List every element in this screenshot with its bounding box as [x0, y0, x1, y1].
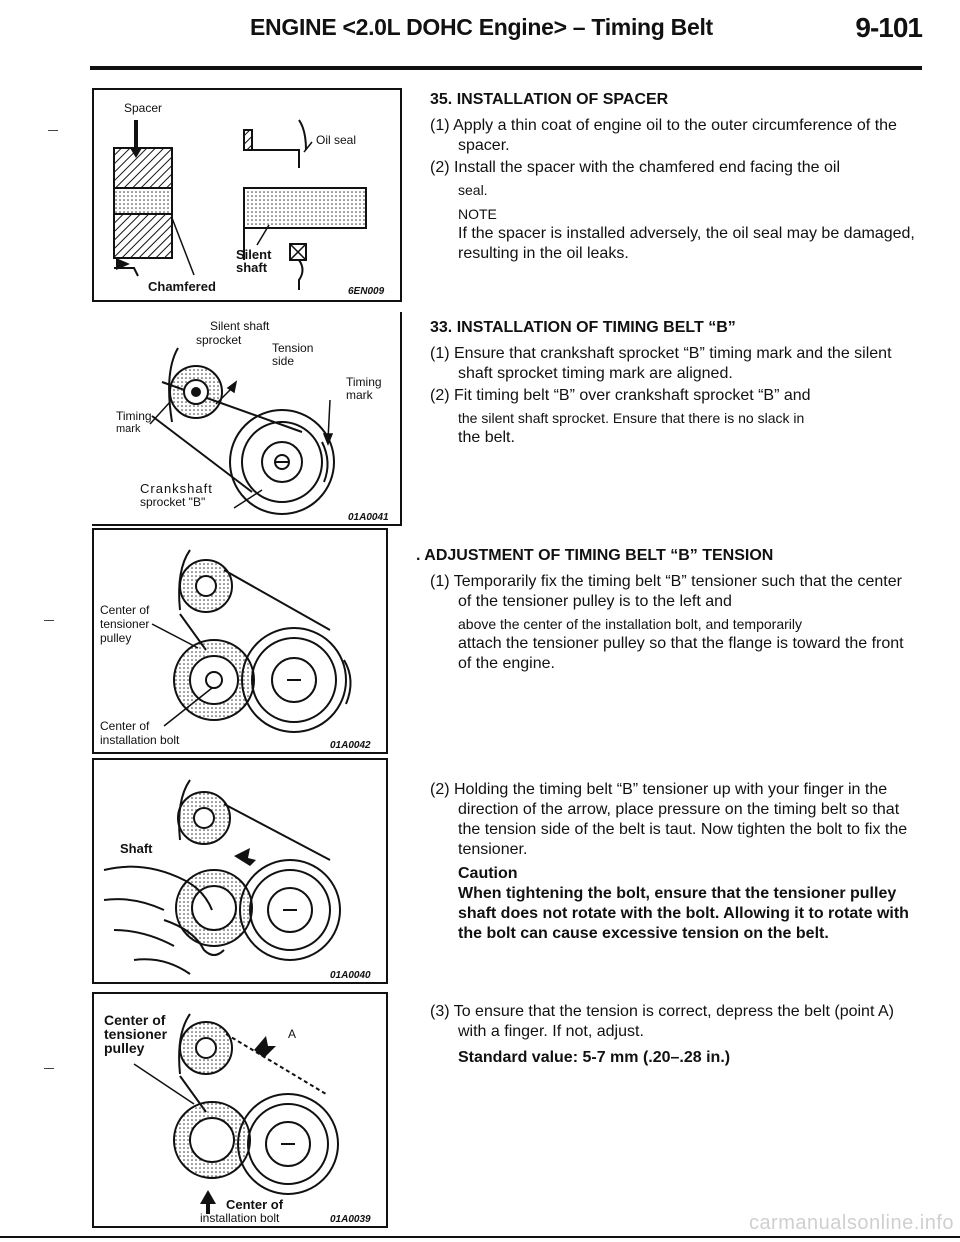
section-installation-of-spacer: [430, 90, 915, 264]
edge-mark: [44, 620, 54, 621]
figure-spacer: [92, 88, 402, 302]
label-shaft: Shaft: [120, 841, 153, 856]
label-crankshaft: Crankshaft: [140, 481, 213, 496]
section-title: . ADJUSTMENT OF TIMING BELT “B” TENSION: [416, 547, 774, 564]
label-spacer: Spacer: [124, 101, 163, 115]
label-pulley: pulley: [104, 1040, 145, 1056]
bottom-rule: [0, 1236, 960, 1238]
label-sprocket: sprocket: [196, 333, 242, 347]
note-text: If the spacer is installed adversely, the oil seal may be damaged, resulting in the oil leaks.: [458, 225, 915, 262]
section-title: 33. INSTALLATION OF TIMING BELT “B”: [430, 319, 736, 336]
label-center-of-bolt: Center of: [100, 719, 150, 733]
step-text: (1) Apply a thin coat of engine oil to the outer circumference of the spacer.: [430, 117, 897, 154]
label-timing-mark-left: Timing: [116, 409, 152, 423]
header-rule: [90, 66, 922, 70]
label-oil-seal: Oil seal: [316, 133, 357, 147]
step-text: the silent shaft sprocket. Ensure that there is no slack in: [458, 410, 805, 426]
label-shaft: shaft: [236, 260, 268, 275]
label-tension: Tension: [272, 341, 314, 355]
step-text: (2) Holding the timing belt “B” tensioner up with your finger in the direction of the arrow, place pressure on the timing belt so that the tension side of the belt is taut. Now tighten the bolt to fix the tensioner.: [430, 781, 908, 858]
label-timing-mark-right: Timing: [346, 375, 382, 389]
figure-tensioner-center: [92, 528, 388, 754]
label-center-of-tensioner: Center of: [100, 603, 150, 617]
label-side: side: [272, 354, 295, 368]
figure-code: 01A0039: [330, 1214, 371, 1225]
label-installation-bolt: installation bolt: [200, 1211, 280, 1225]
page-title: ENGINE <2.0L DOHC Engine> – Timing Belt: [250, 14, 713, 40]
section-installation-of-timing-belt-b: [430, 318, 915, 448]
label-installation-bolt: installation bolt: [100, 733, 180, 747]
step-text: (1) Temporarily fix the timing belt “B” tensioner such that the center of the tensioner pulley is to the left and: [430, 573, 902, 610]
section-title: 35. INSTALLATION OF SPACER: [430, 91, 669, 108]
standard-value: Standard value: 5-7 mm (.20–.28 in.): [458, 1049, 731, 1066]
edge-mark: [48, 130, 58, 131]
label-center-of-bolt: Center of: [226, 1197, 284, 1212]
step-text: seal.: [458, 182, 488, 198]
caution-text: When tightening the bolt, ensure that the tensioner pulley shaft does not rotate with the bolt. Allowing it to rotate with the bolt can cause excessive tension on the belt.: [458, 885, 909, 942]
page-number: 9-101: [855, 12, 922, 43]
label-pulley: pulley: [100, 631, 132, 645]
section-adjustment-step-3: [430, 1002, 915, 1068]
step-text: (3) To ensure that the tension is correct, depress the belt (point A) with a finger. If not, adjust.: [430, 1003, 894, 1040]
edge-mark: [44, 1068, 54, 1069]
label-chamfered: Chamfered: [148, 279, 216, 294]
note-label: NOTE: [458, 206, 497, 222]
figure-shaft-hand: [92, 758, 388, 984]
label-timing-mark-right-2: mark: [346, 388, 373, 402]
caution-label: Caution: [458, 865, 518, 882]
step-text: (2) Install the spacer with the chamfered end facing the oil: [430, 159, 840, 176]
label-point-a: A: [288, 1027, 297, 1041]
figure-code: 01A0040: [330, 970, 371, 981]
page-header: [90, 8, 922, 70]
section-adjustment-step-2: [430, 780, 915, 944]
label-timing-mark-left-2: mark: [116, 423, 141, 435]
figure-point-a: [92, 992, 388, 1228]
step-text: the belt.: [458, 429, 515, 446]
figure-timing-marks: [92, 312, 402, 526]
label-center-of-tensioner: Center of: [104, 1012, 166, 1028]
label-silent: Silent: [236, 247, 272, 262]
label-sprocket-b: sprocket "B": [140, 495, 206, 509]
label-silent-shaft: Silent shaft: [210, 319, 270, 333]
section-adjustment-of-tension: [416, 546, 916, 674]
figure-code: 01A0041: [348, 512, 389, 523]
step-text: above the center of the installation bolt, and temporarily: [458, 616, 802, 632]
figure-code: 01A0042: [330, 740, 371, 751]
watermark: carmanualsonline.info: [748, 1212, 954, 1234]
step-text: (2) Fit timing belt “B” over crankshaft sprocket “B” and: [430, 387, 811, 404]
step-text: attach the tensioner pulley so that the flange is toward the front of the engine.: [458, 635, 904, 672]
label-tensioner: tensioner: [104, 1026, 168, 1042]
hand-illustration: [94, 760, 388, 984]
step-text: (1) Ensure that crankshaft sprocket “B” timing mark and the silent shaft sprocket timing mark are aligned.: [430, 345, 892, 382]
label-tensioner: tensioner: [100, 617, 150, 631]
figure-code: 6EN009: [348, 286, 385, 297]
